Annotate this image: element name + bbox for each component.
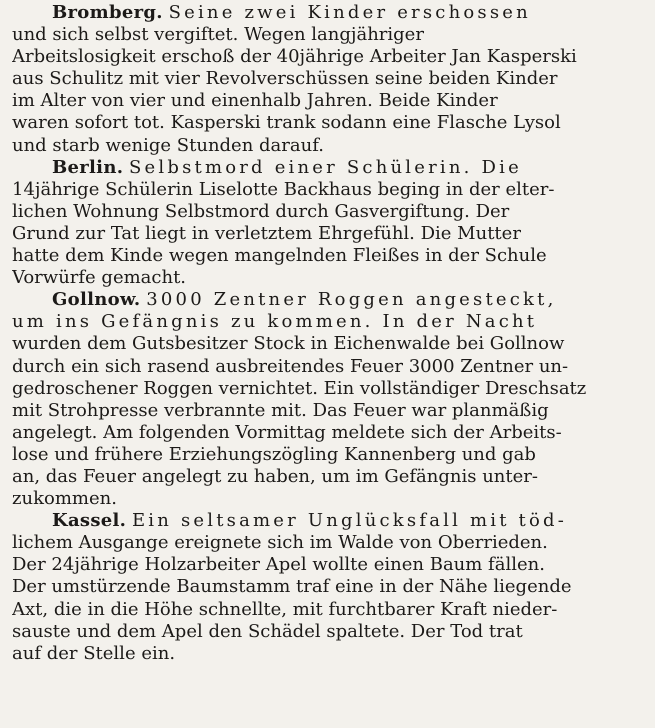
line-text: lichem Ausgange ereignete sich im Walde von Oberrieden.: [12, 532, 548, 554]
dateline-place: Kassel.: [52, 510, 127, 532]
line-text: Seine zwei Kinder erschossen: [168, 2, 531, 23]
line-text: Vorwürfe gemacht.: [12, 267, 187, 289]
line-text: und starb wenige Stunden darauf.: [12, 134, 324, 156]
article-line: [12, 333, 645, 355]
article-line: [12, 179, 645, 201]
article-line: [12, 157, 645, 179]
line-text: auf der Stelle ein.: [12, 642, 176, 664]
article-line: [12, 554, 645, 576]
line-text: 3000 Zentner Roggen angesteckt,: [146, 289, 557, 311]
line-text: durch ein sich rasend ausbreitendes Feuer 3000 Zentner un-: [12, 355, 569, 377]
article-line: [12, 289, 645, 311]
article-line: [12, 46, 645, 68]
line-text: 14jährige Schülerin Liselotte Backhaus beging in der elter-: [12, 178, 555, 200]
dateline-place: Berlin.: [52, 156, 124, 178]
article-line: [12, 400, 645, 422]
line-text: mit Strohpresse verbrannte mit. Das Feuer war planmäßig: [12, 399, 549, 421]
article-line: [12, 488, 645, 510]
news-article: [12, 157, 645, 290]
line-text: und sich selbst vergiftet. Wegen langjähriger: [12, 24, 424, 46]
article-line: [12, 24, 645, 46]
line-text: hatte dem Kinde wegen mangelnden Fleißes in der Schule: [12, 245, 547, 267]
article-line: [12, 621, 645, 643]
dateline-place: Bromberg.: [52, 2, 163, 23]
line-text: wurden dem Gutsbesitzer Stock in Eichenwalde bei Gollnow: [12, 333, 565, 355]
line-text: Grund zur Tat liegt in verletztem Ehrgefühl. Die Mutter: [12, 222, 521, 244]
line-text: aus Schulitz mit vier Revolverschüssen seine beiden Kinder: [12, 68, 558, 90]
articles-list: [12, 2, 645, 665]
news-article: [12, 289, 645, 510]
line-text: Arbeitslosigkeit erschoß der 40jährige Arbeiter Jan Kasperski: [12, 46, 577, 68]
article-line: [12, 68, 645, 90]
article-line: [12, 599, 645, 621]
line-text: an, das Feuer angelegt zu haben, um im Gefängnis unter-: [12, 465, 538, 487]
article-line: [12, 223, 645, 245]
article-line: [12, 311, 645, 333]
article-line: [12, 267, 645, 289]
line-text: Der umstürzende Baumstamm traf eine in der Nähe liegende: [12, 576, 572, 598]
line-text: lichen Wohnung Selbstmord durch Gasvergiftung. Der: [12, 200, 510, 222]
line-text: sauste und dem Apel den Schädel spaltete. Der Tod trat: [12, 620, 523, 642]
line-text: um ins Gefängnis zu kommen. In der Nacht: [12, 311, 538, 333]
article-line: [12, 112, 645, 134]
dateline-place: Gollnow.: [52, 289, 141, 311]
article-line: [12, 444, 645, 466]
line-text: waren sofort tot. Kasperski trank sodann eine Flasche Lysol: [12, 112, 561, 134]
article-line: [12, 356, 645, 378]
line-text: Axt, die in die Höhe schnellte, mit furchtbarer Kraft nieder-: [12, 598, 558, 620]
article-line: [12, 532, 645, 554]
line-text: zukommen.: [12, 488, 117, 510]
article-line: [12, 643, 645, 665]
line-text: angelegt. Am folgenden Vormittag meldete sich der Arbeits-: [12, 421, 562, 443]
article-line: [12, 510, 645, 532]
article-line: [12, 2, 645, 24]
article-line: [12, 135, 645, 157]
article-line: [12, 576, 645, 598]
article-line: [12, 466, 645, 488]
line-text: lose und frühere Erziehungszögling Kannenberg und gab: [12, 443, 536, 465]
article-line: [12, 245, 645, 267]
news-article: [12, 510, 645, 665]
line-text: Der 24jährige Holzarbeiter Apel wollte einen Baum fällen.: [12, 554, 545, 576]
article-line: [12, 422, 645, 444]
article-line: [12, 378, 645, 400]
line-text: im Alter von vier und einenhalb Jahren. Beide Kinder: [12, 90, 498, 112]
line-text: gedroschener Roggen vernichtet. Ein vollständiger Dreschsatz: [12, 377, 587, 399]
news-article: [12, 2, 645, 157]
line-text: Ein seltsamer Unglücksfall mit töd-: [131, 510, 568, 532]
article-line: [12, 90, 645, 112]
line-text: Selbstmord einer Schülerin. Die: [129, 156, 522, 178]
article-line: [12, 201, 645, 223]
